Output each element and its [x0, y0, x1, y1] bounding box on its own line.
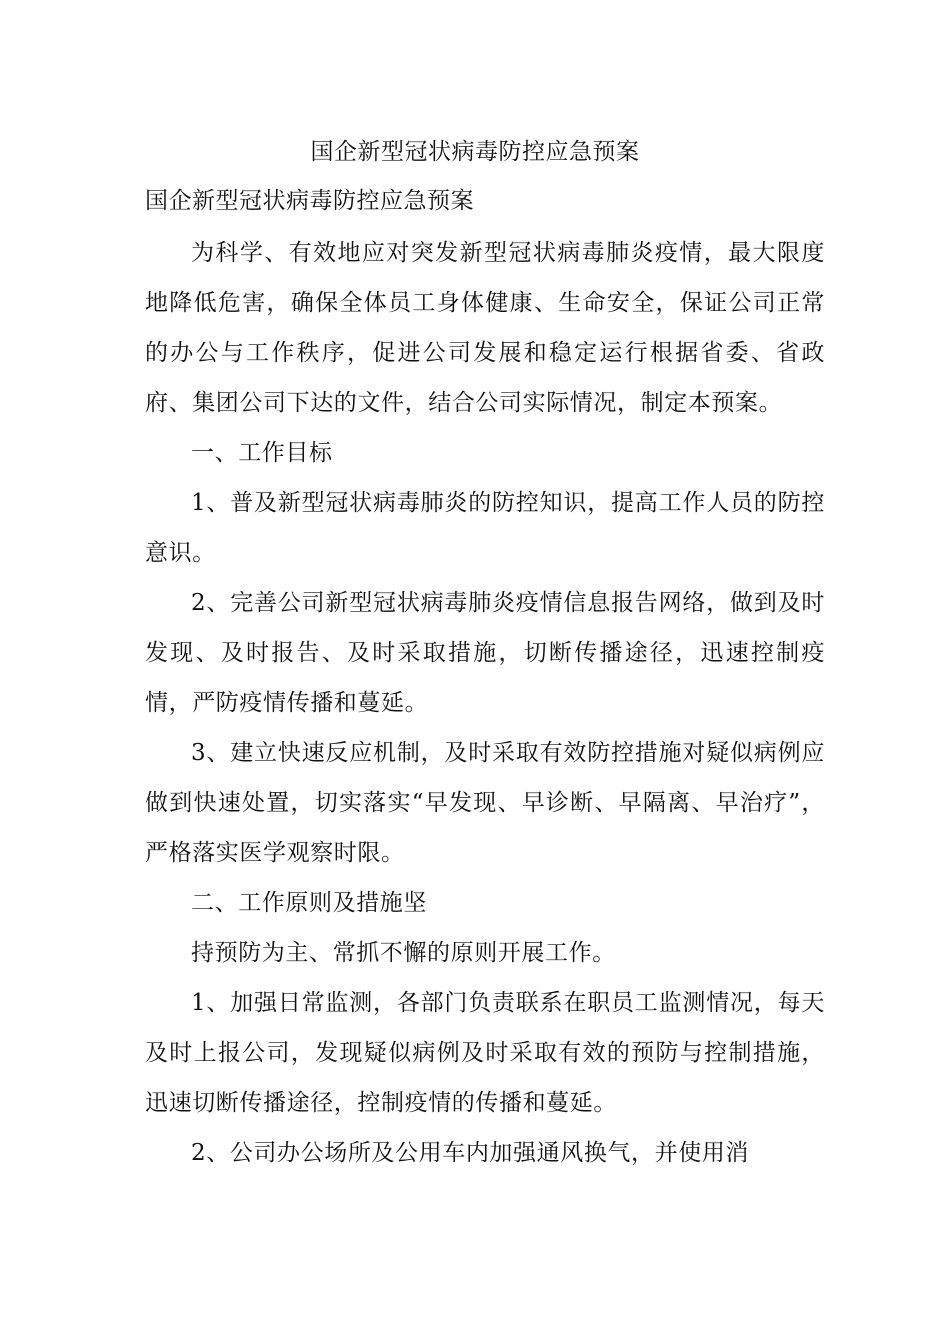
goal-item-1: 1、普及新型冠状病毒肺炎的防控知识，提高工作人员的防控意识。 — [145, 490, 825, 566]
goal-item-3: 3、建立快速反应机制，及时采取有效防控措施对疑似病例应做到快速处置，切实落实“早发现、早诊断、早隔离、早治疗”，严格落实医学观察时限。 — [145, 740, 825, 866]
measure-item-1: 1、加强日常监测，各部门负责联系在职员工监测情况，每天及时上报公司，发现疑似病例及时采取有效的预防与控制措施，迅速切断传播途径，控制疫情的传播和蔓延。 — [145, 990, 825, 1116]
document-title: 国企新型冠状病毒防控应急预案 — [310, 139, 640, 165]
principle-statement: 持预防为主、常抓不懈的原则开展工作。 — [191, 940, 616, 966]
document-body — [145, 228, 825, 1178]
goal-item-2: 2、完善公司新型冠状病毒肺炎疫情信息报告网络，做到及时发现、及时报告、及时采取措施，切断传播途径，迅速控制疫情，严防疫情传播和蔓延。 — [145, 590, 825, 716]
section-heading-goals: 一、工作目标 — [191, 440, 333, 466]
section-heading-principles: 二、工作原则及措施坚 — [191, 890, 427, 916]
measure-item-2: 2、公司办公场所及公用车内加强通风换气，并使用消 — [191, 1140, 750, 1166]
document-subtitle: 国企新型冠状病毒防控应急预案 — [145, 188, 474, 214]
intro-paragraph: 为科学、有效地应对突发新型冠状病毒肺炎疫情，最大限度地降低危害，确保全体员工身体健康、生命安全，保证公司正常的办公与工作秩序，促进公司发展和稳定运行根据省委、省政府、集团公司下达的文件，结合公司实际情况，制定本预案。 — [145, 240, 825, 416]
